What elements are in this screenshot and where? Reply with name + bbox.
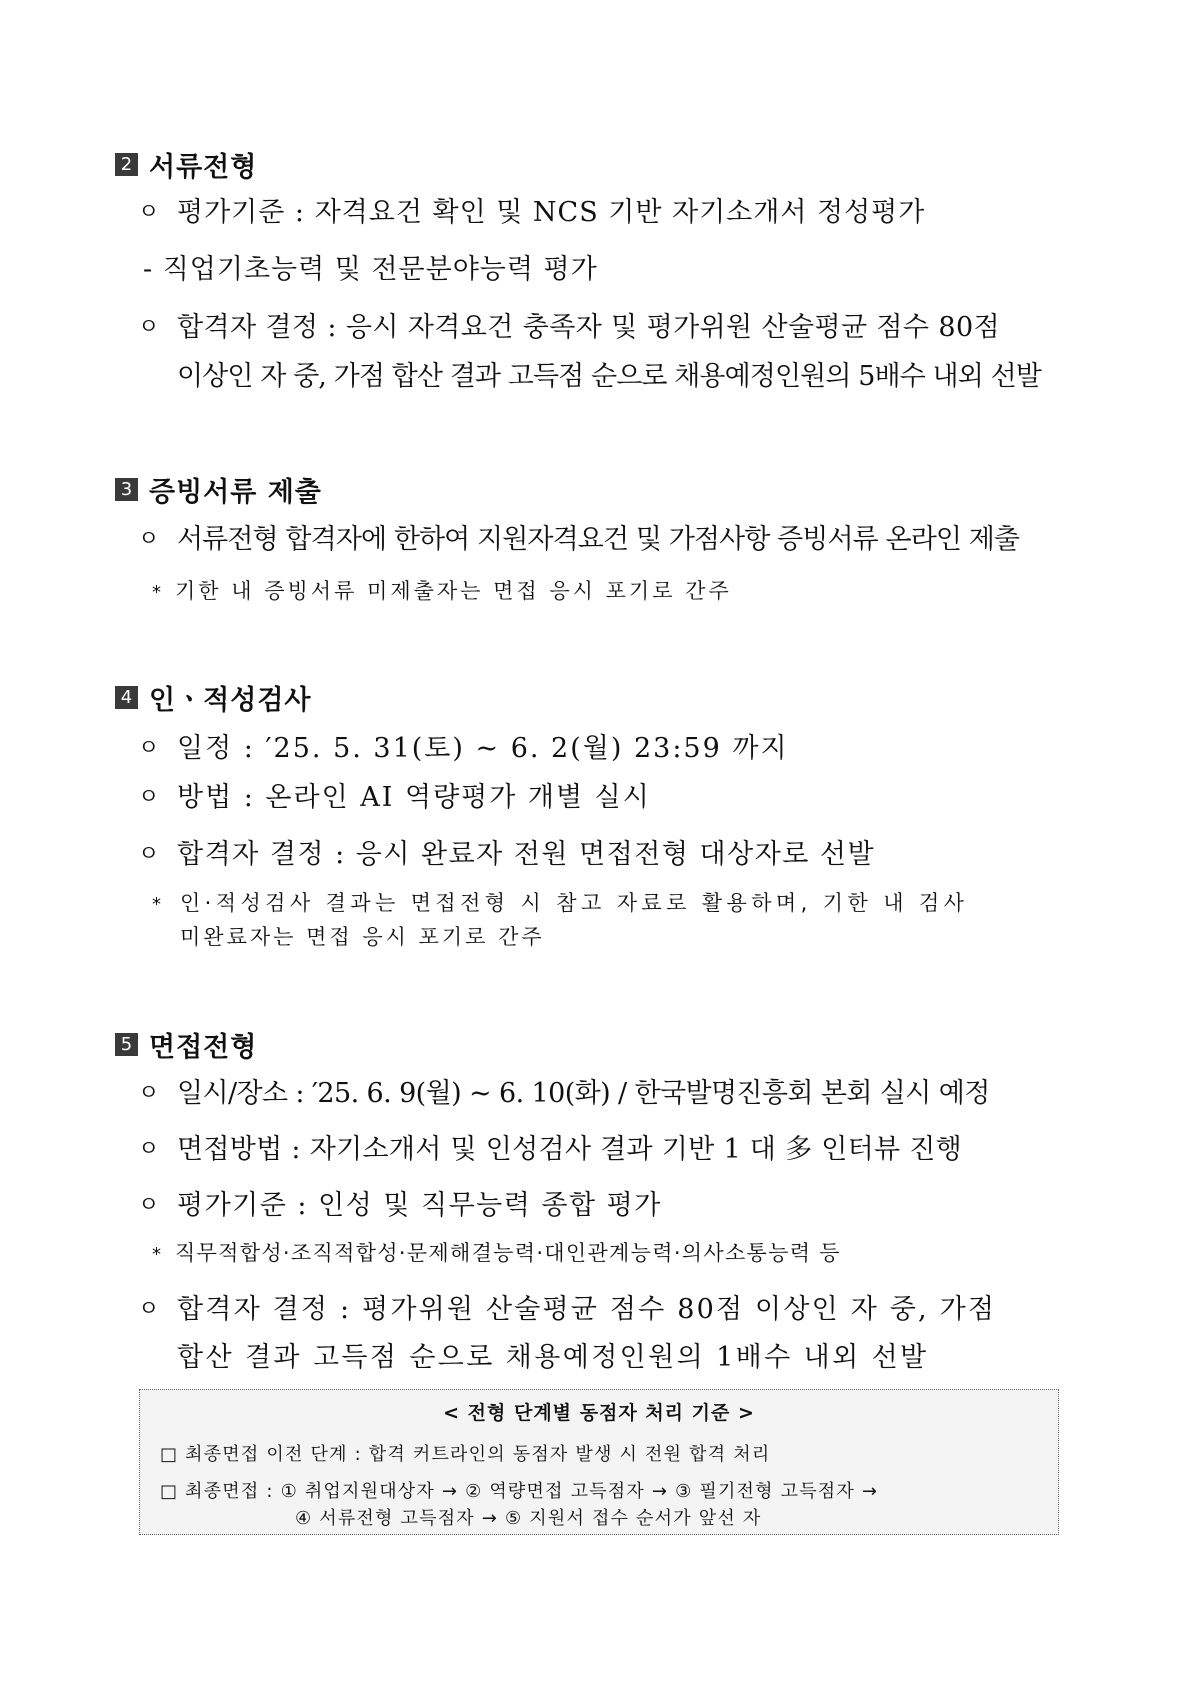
note-text: 인·적성검사 결과는 면접전형 시 참고 자료로 활용하며, 기한 내 검사: [180, 891, 969, 915]
list-item: 합격자 결정 : 응시 완료자 전원 면접전형 대상자로 선발: [177, 839, 876, 870]
bullet-icon: ㅇ: [138, 1297, 160, 1322]
bullet-icon: ㅇ: [138, 1081, 160, 1106]
note-marker: *: [152, 1244, 161, 1265]
list-item: 서류전형 합격자에 한하여 지원자격요건 및 가점사항 증빙서류 온라인 제출: [177, 524, 1020, 555]
sub-item: - 직업기초능력 및 전문분야능력 평가: [143, 254, 598, 285]
list-item: 합격자 결정 : 응시 자격요건 충족자 및 평가위원 산술평균 점수 80점: [177, 312, 1001, 343]
section-2-header: [115, 145, 257, 184]
bullet-icon: ㅇ: [138, 527, 160, 552]
box-line: □ 최종면접 : ① 취업지원대상자 → ② 역량면접 고득점자 → ③ 필기전형 고득점자 →: [160, 1481, 879, 1502]
list-item: 방법 : 온라인 AI 역량평가 개별 실시: [177, 782, 651, 813]
note-text: 기한 내 증빙서류 미제출자는 면접 응시 포기로 간주: [175, 579, 732, 603]
section-3-header: [115, 470, 322, 509]
bullet-icon: ㅇ: [138, 1193, 160, 1218]
section-title: 서류전형: [149, 152, 258, 183]
note-marker: *: [152, 894, 161, 915]
section-title: 인ㆍ적성검사: [149, 685, 312, 716]
bullet-icon: ㅇ: [138, 736, 160, 761]
section-title: 면접전형: [149, 1032, 258, 1063]
bullet-icon: ㅇ: [138, 1137, 160, 1162]
section-number-badge: 5: [115, 1033, 138, 1056]
list-item: 합격자 결정 : 평가위원 산술평균 점수 80점 이상인 자 중, 가점: [177, 1294, 997, 1325]
list-item: 일시/장소 : ′25. 6. 9(월) ~ 6. 10(화) / 한국발명진흥회 본회 실시 예정: [177, 1078, 990, 1109]
list-item: 평가기준 : 자격요건 확인 및 NCS 기반 자기소개서 정성평가: [177, 197, 926, 228]
section-number-badge: 2: [115, 153, 138, 176]
box-line: ④ 서류전형 고득점자 → ⑤ 지원서 접수 순서가 앞선 자: [295, 1508, 762, 1529]
note-text: 직무적합성·조직적합성·문제해결능력·대인관계능력·의사소통능력 등: [175, 1241, 841, 1265]
list-item: 평가기준 : 인성 및 직무능력 종합 평가: [177, 1190, 662, 1221]
note-marker: *: [152, 582, 161, 603]
bullet-icon: ㅇ: [138, 315, 160, 340]
bullet-icon: ㅇ: [138, 842, 160, 867]
bullet-icon: ㅇ: [138, 785, 160, 810]
box-line: □ 최종면접 이전 단계 : 합격 커트라인의 동점자 발생 시 전원 합격 처리: [160, 1444, 771, 1465]
section-5-header: [115, 1025, 257, 1064]
note-text: 미완료자는 면접 응시 포기로 간주: [180, 925, 545, 949]
list-item: 일정 : ′25. 5. 31(토) ~ 6. 2(월) 23:59 까지: [177, 733, 789, 764]
section-4-header: [115, 678, 312, 717]
section-number-badge: 3: [115, 478, 138, 501]
tiebreak-criteria-box: [139, 1389, 1059, 1535]
list-item-continued: 이상인 자 중, 가점 합산 결과 고득점 순으로 채용예정인원의 5배수 내외 선발: [177, 361, 1041, 392]
bullet-icon: ㅇ: [138, 200, 160, 225]
section-title: 증빙서류 제출: [149, 477, 322, 508]
box-title: < 전형 단계별 동점자 처리 기준 >: [443, 1402, 755, 1424]
section-number-badge: 4: [115, 686, 138, 709]
list-item: 면접방법 : 자기소개서 및 인성검사 결과 기반 1 대 多 인터뷰 진행: [177, 1134, 963, 1165]
list-item-continued: 합산 결과 고득점 순으로 채용예정인원의 1배수 내외 선발: [177, 1342, 929, 1373]
